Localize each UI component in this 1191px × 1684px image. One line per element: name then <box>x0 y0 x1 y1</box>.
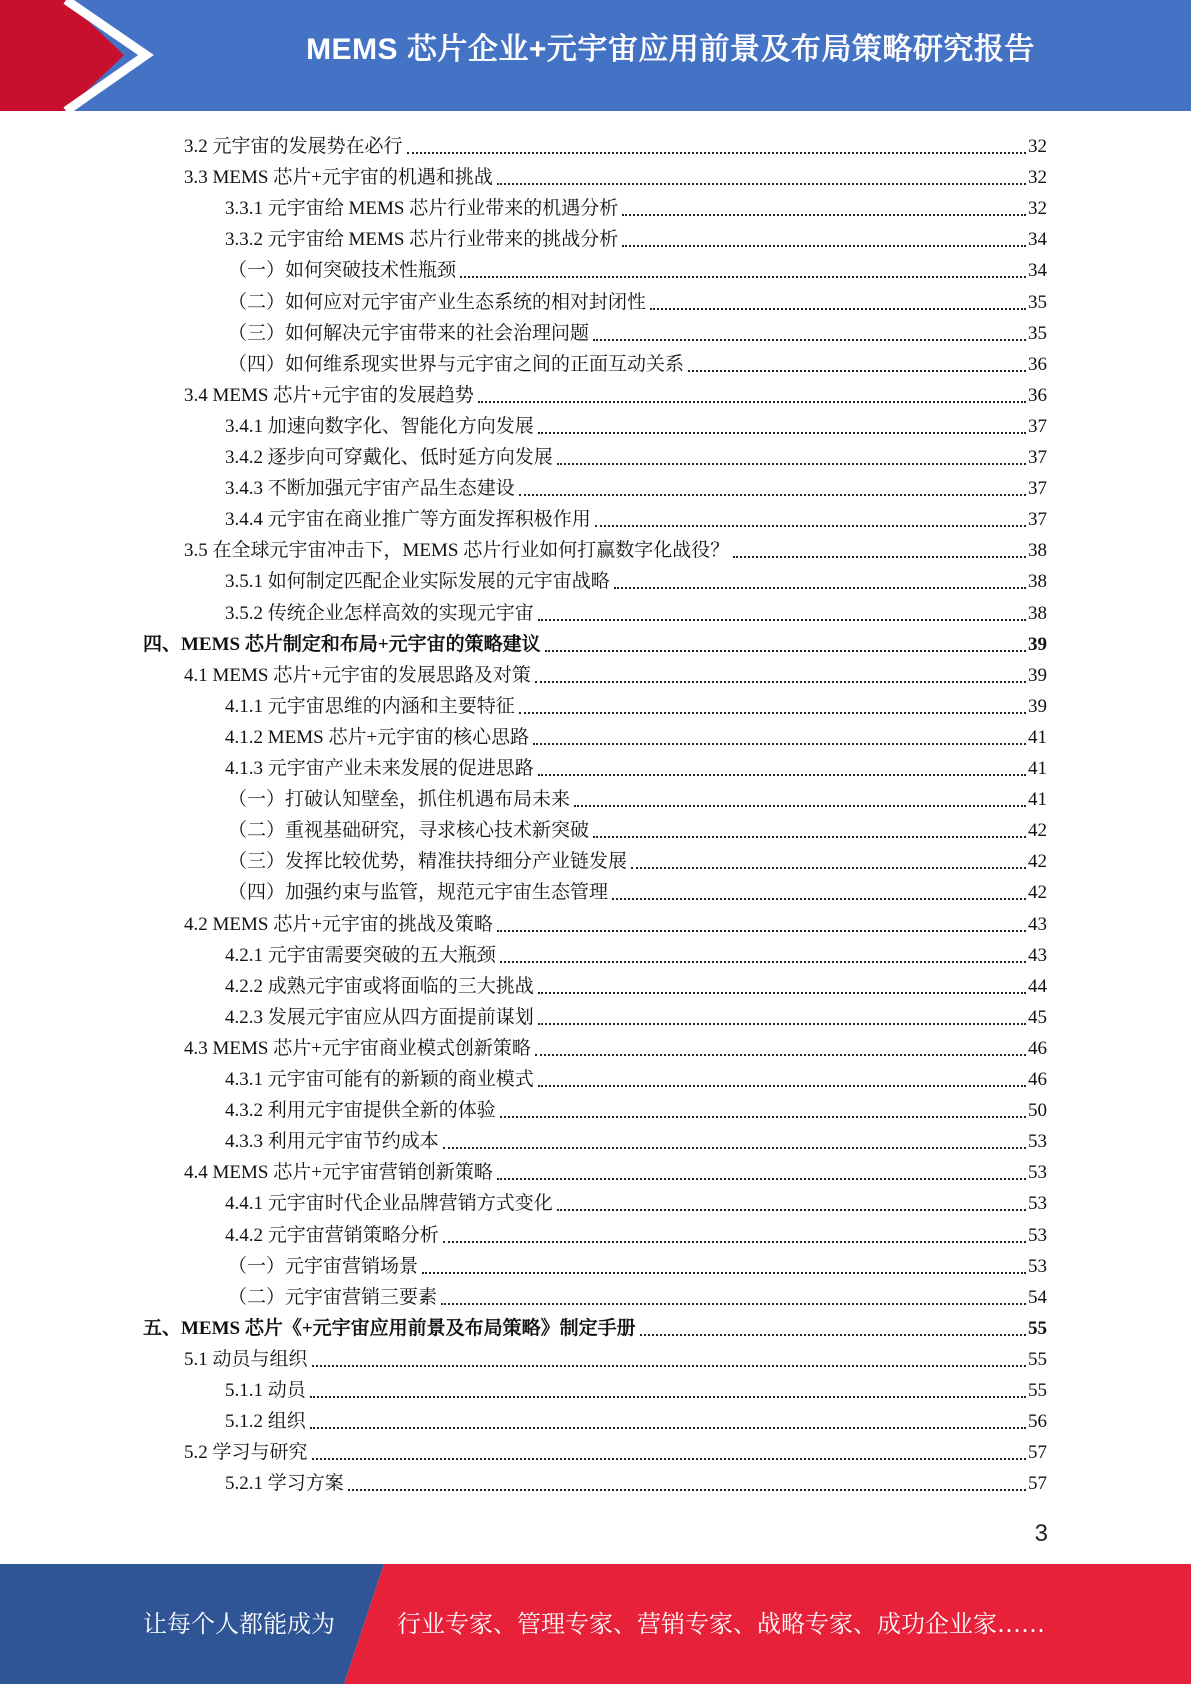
toc-entry[interactable] <box>225 1061 1047 1092</box>
toc-entry-title: 5.1 动员与组织 <box>184 1348 308 1370</box>
toc-entry[interactable] <box>184 1341 1047 1372</box>
toc-dot-leader <box>574 805 1026 807</box>
report-title: MEMS 芯片企业+元宇宙应用前景及布局策略研究报告 <box>306 33 1035 66</box>
toc-entry-title: 4.3.3 利用元宇宙节约成本 <box>225 1131 439 1153</box>
toc-entry-title: 4.1.1 元宇宙思维的内涵和主要特征 <box>225 695 515 717</box>
toc-dot-leader <box>310 1427 1026 1429</box>
toc-entry-page: 55 <box>1028 1380 1047 1401</box>
toc-entry[interactable] <box>225 1123 1047 1154</box>
toc-entry[interactable] <box>228 843 1047 874</box>
header-banner <box>0 0 1191 111</box>
toc-dot-leader <box>545 650 1026 652</box>
toc-entry[interactable] <box>184 657 1047 688</box>
toc-entry-page: 35 <box>1028 291 1047 313</box>
toc-entry-page: 41 <box>1028 758 1047 779</box>
toc-entry-page: 34 <box>1028 260 1047 282</box>
toc-entry-page: 35 <box>1028 322 1047 344</box>
toc-entry[interactable] <box>225 688 1047 719</box>
toc-entry[interactable] <box>184 1030 1047 1061</box>
toc-entry[interactable] <box>228 1248 1047 1279</box>
toc-entry-page: 45 <box>1028 1006 1047 1028</box>
toc-entry-page: 37 <box>1028 478 1047 500</box>
toc-entry-page: 41 <box>1028 726 1047 748</box>
toc-entry-page: 46 <box>1028 1069 1047 1090</box>
toc-dot-leader <box>538 1023 1026 1025</box>
toc-entry-page: 32 <box>1028 167 1047 189</box>
toc-entry-page: 43 <box>1028 944 1047 966</box>
toc-entry-page: 55 <box>1028 1317 1047 1339</box>
toc-dot-leader <box>500 1116 1026 1118</box>
toc-entry[interactable] <box>184 1434 1047 1465</box>
toc-dot-leader <box>519 494 1026 496</box>
footer-slogan-left: 让每个人都能成为 <box>143 1610 335 1638</box>
toc-dot-leader <box>557 1209 1026 1211</box>
toc-entry-title: 4.4 MEMS 芯片+元宇宙营销创新策略 <box>184 1162 493 1184</box>
toc-entry-page: 36 <box>1028 384 1047 406</box>
toc-entry-title: 3.4.4 元宇宙在商业推广等方面发挥积极作用 <box>225 509 591 531</box>
toc-entry-title: （二）元宇宙营销三要素 <box>228 1286 438 1308</box>
toc-dot-leader <box>497 930 1026 932</box>
toc-entry[interactable] <box>225 501 1047 532</box>
toc-entry-page: 42 <box>1028 851 1047 873</box>
toc-entry-title: 3.2 元宇宙的发展势在必行 <box>184 136 403 157</box>
toc-entry-title: 3.5 在全球元宇宙冲击下，MEMS 芯片行业如何打赢数字化战役？ <box>184 540 730 562</box>
toc-entry-page: 57 <box>1028 1442 1047 1464</box>
toc-entry-title: 5.1.1 动员 <box>225 1380 306 1401</box>
toc-entry-title: （二）重视基础研究，寻求核心技术新突破 <box>228 820 590 842</box>
toc-entry-page: 37 <box>1028 415 1047 437</box>
toc-entry-title: 3.5.2 传统企业怎样高效的实现元宇宙 <box>225 602 534 624</box>
toc-dot-leader <box>538 1085 1026 1087</box>
toc-dot-leader <box>595 525 1026 527</box>
toc-entry[interactable] <box>225 595 1047 626</box>
toc-dot-leader <box>312 1458 1026 1460</box>
toc-dot-leader <box>631 867 1026 869</box>
toc-dot-leader <box>310 1396 1026 1398</box>
toc-entry[interactable] <box>225 1217 1047 1248</box>
toc-entry[interactable] <box>225 968 1047 999</box>
toc-entry-title: 5.2 学习与研究 <box>184 1442 308 1464</box>
toc-entry-title: （四）如何维系现实世界与元宇宙之间的正面互动关系 <box>228 353 685 375</box>
toc-entry-page: 34 <box>1028 229 1047 251</box>
toc-entry-title: 4.1.3 元宇宙产业未来发展的促进思路 <box>225 758 534 779</box>
toc-dot-leader <box>622 245 1026 247</box>
toc-dot-leader <box>538 432 1026 434</box>
toc-entry-page: 55 <box>1028 1348 1047 1370</box>
header-chevron-decoration <box>0 0 160 111</box>
toc-entry-title: 3.4.3 不断加强元宇宙产品生态建设 <box>225 478 515 500</box>
toc-entry-title: 4.2.3 发展元宇宙应从四方面提前谋划 <box>225 1006 534 1028</box>
toc-entry[interactable] <box>228 252 1047 283</box>
toc-entry-title: （三）如何解决元宇宙带来的社会治理问题 <box>228 322 590 344</box>
toc-dot-leader <box>478 401 1026 403</box>
toc-entry-title: 4.4.1 元宇宙时代企业品牌营销方式变化 <box>225 1193 553 1215</box>
toc-dot-leader <box>640 1334 1026 1336</box>
toc-entry[interactable] <box>225 1465 1047 1496</box>
toc-entry-title: 4.1.2 MEMS 芯片+元宇宙的核心思路 <box>225 726 530 748</box>
toc-entry-page: 32 <box>1028 198 1047 220</box>
toc-dot-leader <box>533 743 1026 745</box>
toc-entry-title: 4.2.1 元宇宙需要突破的五大瓶颈 <box>225 944 496 966</box>
toc-entry-page: 39 <box>1028 695 1047 717</box>
toc-entry-title: 4.3.1 元宇宙可能有的新颖的商业模式 <box>225 1069 534 1090</box>
toc-entry-page: 42 <box>1028 820 1047 842</box>
toc-entry-title: 3.4.1 加速向数字化、智能化方向发展 <box>225 415 534 437</box>
toc-entry-title: 3.3 MEMS 芯片+元宇宙的机遇和挑战 <box>184 167 493 189</box>
toc-entry[interactable] <box>225 563 1047 594</box>
toc-entry-page: 39 <box>1028 664 1047 686</box>
toc-entry[interactable] <box>225 937 1047 968</box>
toc-entry-page: 56 <box>1028 1411 1047 1433</box>
toc-entry-page: 37 <box>1028 447 1047 468</box>
toc-entry-page: 53 <box>1028 1193 1047 1215</box>
toc-dot-leader <box>441 1303 1026 1305</box>
toc-dot-leader <box>622 214 1026 216</box>
toc-dot-leader <box>519 712 1026 714</box>
toc-entry-title: 4.3 MEMS 芯片+元宇宙商业模式创新策略 <box>184 1037 531 1059</box>
toc-entry-title: 3.3.2 元宇宙给 MEMS 芯片行业带来的挑战分析 <box>225 229 619 251</box>
toc-entry-title: 五、MEMS 芯片《+元宇宙应用前景及布局策略》制定手册 <box>143 1317 636 1339</box>
toc-entry[interactable] <box>225 1092 1047 1123</box>
toc-dot-leader <box>312 1365 1026 1367</box>
toc-entry-title: （二）如何应对元宇宙产业生态系统的相对封闭性 <box>228 291 647 313</box>
toc-entry[interactable] <box>225 221 1047 252</box>
toc-entry-title: （四）加强约束与监管，规范元宇宙生态管理 <box>228 882 609 904</box>
toc-entry[interactable] <box>225 470 1047 501</box>
toc-entry-page: 38 <box>1028 540 1047 562</box>
toc-entry[interactable] <box>228 346 1047 377</box>
toc-entry-title: 4.2.2 成熟元宇宙或将面临的三大挑战 <box>225 975 534 997</box>
toc-dot-leader <box>612 898 1026 900</box>
toc-entry-page: 46 <box>1028 1037 1047 1059</box>
toc-entry[interactable] <box>225 1185 1047 1216</box>
page-number: 3 <box>1034 1520 1048 1547</box>
toc-entry[interactable] <box>228 284 1047 315</box>
footer-banner <box>0 1564 1191 1684</box>
toc-dot-leader <box>497 183 1026 185</box>
toc-entry[interactable] <box>225 439 1047 470</box>
toc-dot-leader <box>538 774 1026 776</box>
toc-entry-page: 43 <box>1028 913 1047 935</box>
toc-dot-leader <box>407 152 1026 154</box>
toc-dot-leader <box>422 1272 1026 1274</box>
toc-dot-leader <box>538 992 1026 994</box>
toc-entry-title: 5.2.1 学习方案 <box>225 1473 344 1495</box>
toc-dot-leader <box>614 587 1026 589</box>
toc-entry-page: 39 <box>1028 633 1047 655</box>
toc-entry[interactable] <box>184 532 1047 563</box>
toc-entry[interactable] <box>143 1310 1047 1341</box>
toc-entry-title: 4.2 MEMS 芯片+元宇宙的挑战及策略 <box>184 913 493 935</box>
toc-dot-leader <box>348 1489 1026 1491</box>
toc-entry-title: （三）发挥比较优势，精准扶持细分产业链发展 <box>228 851 628 873</box>
toc-entry-title: 3.3.1 元宇宙给 MEMS 芯片行业带来的机遇分析 <box>225 198 619 220</box>
toc-dot-leader <box>733 556 1026 558</box>
toc-entry-page: 54 <box>1028 1286 1047 1308</box>
toc-entry-title: 3.5.1 如何制定匹配企业实际发展的元宇宙战略 <box>225 571 610 593</box>
toc-dot-leader <box>443 1147 1026 1149</box>
toc-entry-page: 50 <box>1028 1100 1047 1122</box>
toc-dot-leader <box>497 1178 1026 1180</box>
toc-entry-title: 3.4.2 逐步向可穿戴化、低时延方向发展 <box>225 447 553 468</box>
toc-dot-leader <box>500 961 1026 963</box>
toc-entry-page: 42 <box>1028 882 1047 904</box>
footer-slogan-right: 行业专家、管理专家、营销专家、战略专家、成功企业家…… <box>397 1610 1045 1638</box>
toc-dot-leader <box>535 681 1026 683</box>
toc-entry[interactable] <box>225 408 1047 439</box>
toc-entry[interactable] <box>225 190 1047 221</box>
toc-entry[interactable] <box>228 812 1047 843</box>
toc-entry[interactable] <box>228 1279 1047 1310</box>
toc-entry-title: 3.4 MEMS 芯片+元宇宙的发展趋势 <box>184 384 474 406</box>
toc-dot-leader <box>593 836 1026 838</box>
toc-entry[interactable] <box>228 874 1047 905</box>
toc-entry[interactable] <box>225 999 1047 1030</box>
toc-entry-title: 4.1 MEMS 芯片+元宇宙的发展思路及对策 <box>184 664 531 686</box>
toc-entry-page: 57 <box>1028 1473 1047 1495</box>
toc-entry[interactable] <box>184 128 1047 159</box>
toc-entry[interactable] <box>184 1154 1047 1185</box>
toc-dot-leader <box>538 619 1026 621</box>
toc-entry[interactable] <box>184 906 1047 937</box>
toc-entry-page: 53 <box>1028 1224 1047 1246</box>
toc-entry-page: 41 <box>1028 789 1047 811</box>
toc-entry[interactable] <box>184 377 1047 408</box>
toc-dot-leader <box>650 308 1026 310</box>
toc-entry[interactable] <box>225 719 1047 750</box>
toc-dot-leader <box>688 370 1026 372</box>
toc-entry-page: 36 <box>1028 353 1047 375</box>
toc-entry-page: 53 <box>1028 1162 1047 1184</box>
toc-entry-page: 53 <box>1028 1131 1047 1153</box>
toc-entry-title: （一）打破认知壁垒，抓住机遇布局未来 <box>228 789 571 811</box>
toc-dot-leader <box>460 276 1026 278</box>
toc-entry-title: 四、MEMS 芯片制定和布局+元宇宙的策略建议 <box>143 633 541 655</box>
toc-entry-title: （一）元宇宙营销场景 <box>228 1255 419 1277</box>
toc-dot-leader <box>593 339 1026 341</box>
toc-entry[interactable] <box>225 1372 1047 1403</box>
toc-entry-title: 4.4.2 元宇宙营销策略分析 <box>225 1224 439 1246</box>
toc-entry-page: 38 <box>1028 571 1047 593</box>
toc-entry[interactable] <box>228 781 1047 812</box>
toc-entry-page: 44 <box>1028 975 1047 997</box>
toc-dot-leader <box>443 1241 1026 1243</box>
toc-dot-leader <box>535 1054 1026 1056</box>
toc-entry[interactable] <box>225 750 1047 781</box>
toc-dot-leader <box>557 463 1026 465</box>
toc-entry[interactable] <box>143 626 1047 657</box>
toc-entry[interactable] <box>184 159 1047 190</box>
toc-entry-page: 38 <box>1028 602 1047 624</box>
toc-entry-page: 53 <box>1028 1255 1047 1277</box>
toc-entry[interactable] <box>228 315 1047 346</box>
toc-entry-title: （一）如何突破技术性瓶颈 <box>228 260 457 282</box>
toc-entry-title: 5.1.2 组织 <box>225 1411 306 1433</box>
toc-entry-title: 4.3.2 利用元宇宙提供全新的体验 <box>225 1100 496 1122</box>
toc-entry-page: 32 <box>1028 136 1047 157</box>
toc-entry[interactable] <box>225 1403 1047 1434</box>
toc-entry-page: 37 <box>1028 509 1047 531</box>
